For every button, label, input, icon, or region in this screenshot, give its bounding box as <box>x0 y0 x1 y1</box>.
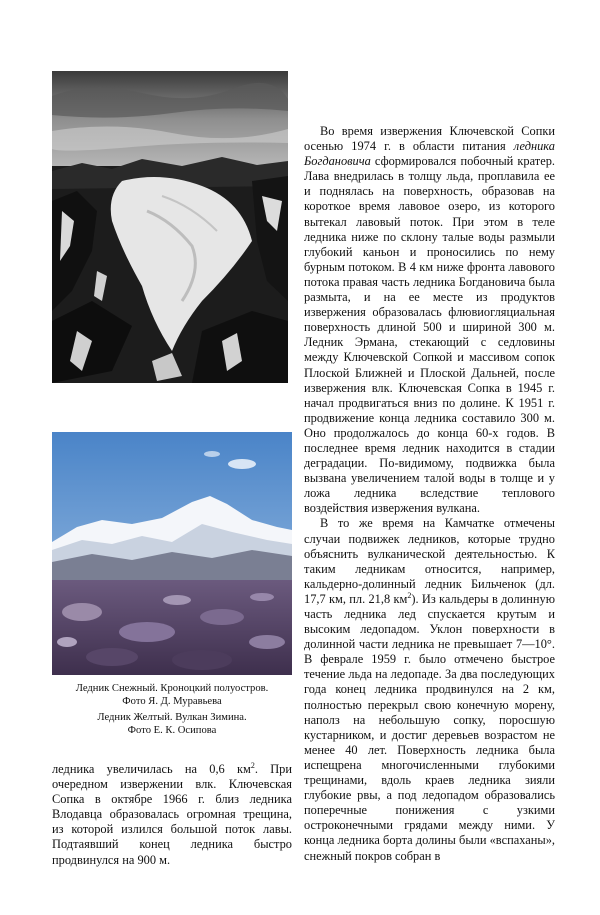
photo2-caption-credit: Фото Е. К. Осипова <box>127 724 217 736</box>
text-run: Во время извержения Ключевской Сопки осенью 1974 г. в области питания <box>304 124 555 154</box>
text-run: ледника увеличилась на 0,6 км <box>52 762 251 776</box>
photo2-caption-title: Ледник Желтый. Вулкан Зимина. <box>97 712 247 723</box>
paragraph-glacier-surges <box>304 516 555 863</box>
right-text-column <box>304 124 555 864</box>
text-run: ). Из кальдеры в долинную часть ледника лед спускается крутым и высоким ледопадом. Уклон поверхности в долинной части ледника не превышает 7—10°. В феврале 1959 г. было отмечено быстрое течение льда на ледопаде. За два последующих года конец ледника продвинулся на 2 км, полностью перекрыл свою конечную морену, наполз на небольшую сопку, поросшую кустарником, и достиг деревьев возрастом не менее 40 лет. Поверхность ледника была испещрена многочисленными глубокими трещинами, вдоль краев ледника зияли глубокие рвы, а под ледопадом образовались поперечные понижения с узкими остроконечными грядами между ними. У конца ледника борта долины были «вспаханы», снежный покров собран в <box>304 591 555 863</box>
glacier-name-italic: ледника Богдановича <box>304 139 555 169</box>
photo1-caption-title: Ледник Снежный. Кроноцкий полуостров. <box>75 683 269 694</box>
photo2-caption <box>52 712 292 737</box>
photo1-caption <box>52 683 292 708</box>
photo1-caption-credit: Фото Я. Д. Муравьева <box>122 695 222 707</box>
superscript: 2 <box>407 590 412 600</box>
superscript: 2 <box>250 760 255 770</box>
left-text-column <box>52 762 292 868</box>
paragraph-continuation <box>52 762 292 868</box>
text-run: В то же время на Камчатке отмечены случаи подвижек ледников, которые трудно объяснить вулканической деятельностью. К таким ледникам относится, например, кальдерно-долинный ледник Бильченок (дл. 17,7 км, пл. 21,8 км <box>304 516 555 606</box>
photo-glacier-zhelty <box>52 432 292 675</box>
paragraph-eruption-1974 <box>304 124 555 516</box>
text-run: . При очередном извержении влк. Ключевская Сопка в октябре 1966 г. близ ледника Влодавца образовалась огромная трещина, из которой излился большой поток лавы. Подтаявший конец ледника быстро продвинулся на 900 м. <box>52 762 292 867</box>
text-run: сформировался побочный кратер. Лава внедрилась в толщу льда, проплавила ее и поднялась на поверхность, образовав на короткое время лавовое озеро, из которого вытекал лавовый поток. При этом в теле ледника ниже по склону талые воды размыли глубокий каньон и проносились по нему бурным потоком. В 4 км ниже фронта лавового потока правая часть ледника Богдановича была размыта, и на ее месте из продуктов извержения образовалась флювиогляциальная поверхность длиной 500 и шириной 300 м. Ледник Эрмана, стекающий с седловины между Ключевской Сопкой и массивом сопок Плоской Ближней и Плоской Дальней, после извержения влк. Ключевская Сопка в 1945 г. начал продвигаться вниз по долине. К 1951 г. продвижение конца ледника составило 300 м. Оно продолжалось до конца 60-х годов. В последнее время ледник находится в стадии деградации. По-видимому, подвижка была вызвана увеличением талой воды в толще и у ложа ледника вследствие теплового воздействия извержения вулкана. <box>304 154 555 516</box>
photo-glacier-snezhny <box>52 71 288 383</box>
